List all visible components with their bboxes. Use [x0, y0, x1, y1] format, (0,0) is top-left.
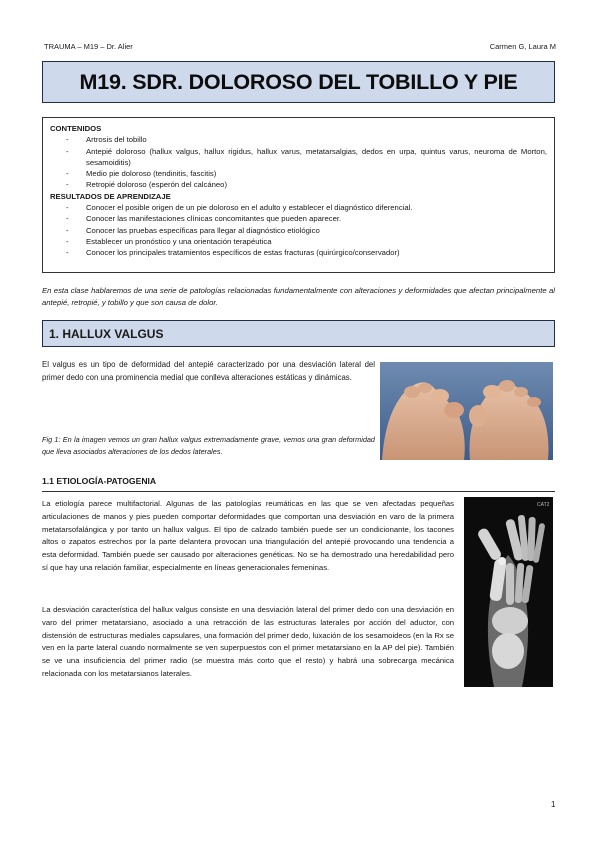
- etiology-paragraph-1: La etiología parece multifactorial. Algunas de las patologías reumáticas en las que se ven afectadas pequeñas articulaciones de manos y pies pueden comportar deformidades que comportan una desviación en varo de la primera metatarsofalángica y por tanto un hallux valgus. El tipo de calzado también puede ser un condicionante, los tacones altos o zapatos estrechos por la parte delantera provocan una triangulación del antepié provocando una tendencia a esta deformidad. También puede ser causado por alteraciones genéticas. No se ha demostrado una heredabilidad pero sí que hay una relación familiar, especialmente en líneas generacionales femeninas.: [42, 499, 454, 572]
- outcome-item: - Conocer las pruebas específicas para llegar al diagnóstico etiológico: [50, 225, 547, 236]
- outcome-item: - Conocer los principales tratamientos específicos de estas fracturas (quirúrgico/conservador): [50, 247, 547, 258]
- intro-paragraph: En esta clase hablaremos de una serie de patologías relacionadas fundamentalmente con alteraciones y deformidades que afectan principalmente al antepié, retropié, y tobillo y que son causa de dolor.: [42, 286, 555, 307]
- contents-item-text: Antepié doloroso (hallux valgus, hallux rigidus, hallux varus, metatarsalgias, dedos en urpa, quintus varus, neuroma de Morton, sesamoiditis): [86, 146, 547, 167]
- foot-xray-image: [464, 497, 553, 687]
- title-box: [42, 61, 555, 103]
- contents-box: [42, 117, 555, 273]
- hallux-definition-paragraph: El valgus es un tipo de deformidad del antepié caracterizado por una desviación lateral del primer dedo con una prominencia medial que conlleva alteraciones estáticas y dinámicas.: [42, 360, 375, 382]
- contents-heading: CONTENIDOS: [50, 124, 102, 133]
- contents-item: [50, 146, 547, 169]
- outcome-item: - Establecer un pronóstico y una orientación terapéutica: [50, 236, 547, 247]
- outcome-item: - Conocer el posible origen de un pie doloroso en el adulto y establecer el diagnóstico diferencial.: [50, 202, 547, 213]
- subsection-1-1-header: [42, 471, 555, 492]
- section-1-title: 1. HALLUX VALGUS: [49, 326, 164, 341]
- contents-list: [50, 134, 547, 190]
- hallux-valgus-feet-photo: [380, 362, 553, 460]
- header-right: Carmen G, Laura M: [489, 42, 556, 51]
- page-number: 1: [551, 800, 556, 809]
- page-title: M19. SDR. DOLOROSO DEL TOBILLO Y PIE: [79, 69, 518, 94]
- contents-item: - Artrosis del tobillo: [50, 134, 547, 145]
- section-1-header: [42, 320, 555, 347]
- subsection-1-1-title: 1.1 ETIOLOGÍA-PATOGENIA: [42, 476, 157, 486]
- contents-item: - Medio pie doloroso (tendinitis, fascitis): [50, 168, 547, 179]
- xray-marker: CAT2: [537, 502, 550, 508]
- contents-item: - Retropié doloroso (esperón del calcáneo): [50, 179, 547, 190]
- etiology-paragraph-2: La desviación característica del hallux valgus consiste en una desviación lateral del primer dedo con una desviación en varo del primer metatarsiano, asociado a una retracción de las estructuras laterales por acción del aductor, con distensión de estructuras mediales capsulares, una formación del primer dedo, luxación de los sesamoideos (en la Rx se ven en la parte lateral cuando normalmente se ven superpuestos con el primer metatarsiano en la AP del pie). También se ve una insuficiencia del primer radio (se muestra más corto que el resto) y habrá una sobrecarga mecánica relacionada con los metatarsianos laterales.: [42, 605, 454, 678]
- figure-1-caption: Fig 1: En la imagen vemos un gran hallux valgus extremadamente grave, vemos una gran deformidad que lleva asociados alteraciones de los dedos laterales.: [42, 435, 375, 456]
- outcomes-heading: RESULTADOS DE APRENDIZAJE: [50, 191, 171, 201]
- outcome-item: - Conocer las manifestaciones clínicas concomitantes que pueden aparecer.: [50, 213, 547, 224]
- outcomes-list: [50, 202, 547, 258]
- header-left: TRAUMA – M19 – Dr. Alier: [44, 42, 133, 51]
